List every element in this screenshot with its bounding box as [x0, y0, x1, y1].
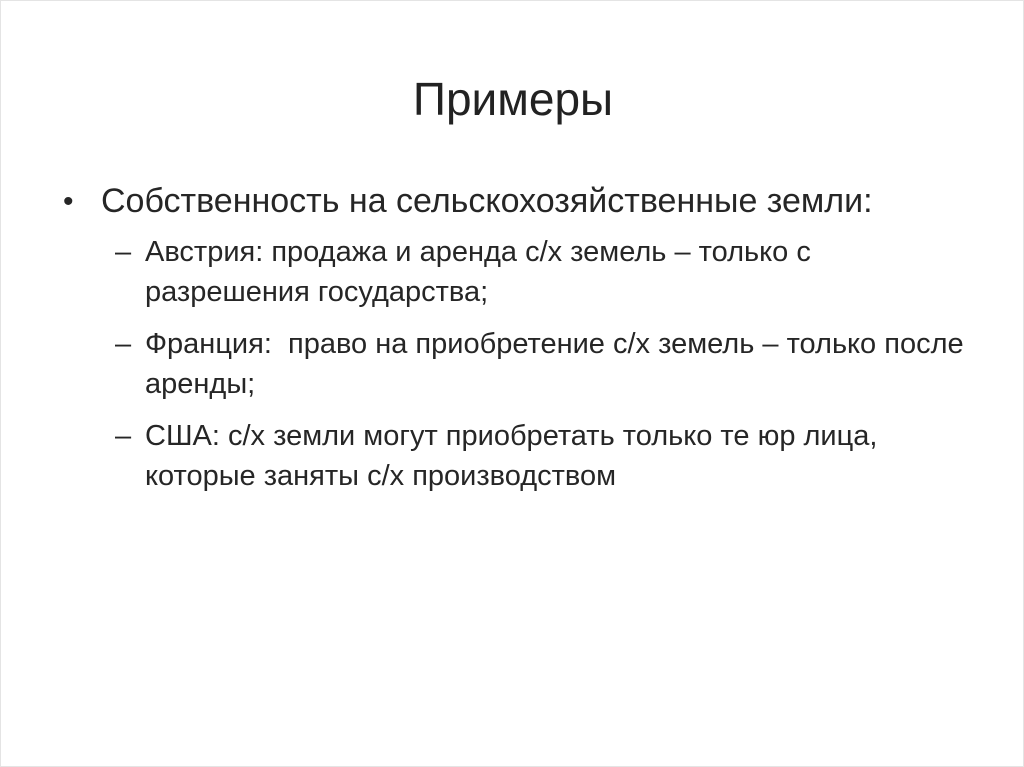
- sub-item-france: [115, 324, 981, 404]
- sub-item-austria: [115, 232, 981, 312]
- sub-item-usa: [115, 416, 981, 496]
- sub-item-text: Австрия: продажа и аренда с/х земель – только с разрешения государства;: [145, 236, 811, 308]
- dash-marker: –: [115, 328, 132, 360]
- slide-title: Примеры: [412, 73, 614, 125]
- dash-marker: –: [115, 236, 132, 268]
- sub-item-text: США: с/х земли могут приобретать только те юр лица, которые заняты с/х производством: [145, 420, 878, 492]
- bullet-marker: •: [63, 185, 74, 218]
- bullet-item: [61, 179, 981, 224]
- sub-list: [61, 232, 981, 496]
- slide-body: [61, 179, 981, 508]
- bullet-text: Собственность на сельскохозяйственные земли:: [101, 182, 873, 220]
- dash-marker: –: [115, 420, 132, 452]
- sub-item-text: Франция: право на приобретение с/х земель – только после аренды;: [145, 328, 972, 400]
